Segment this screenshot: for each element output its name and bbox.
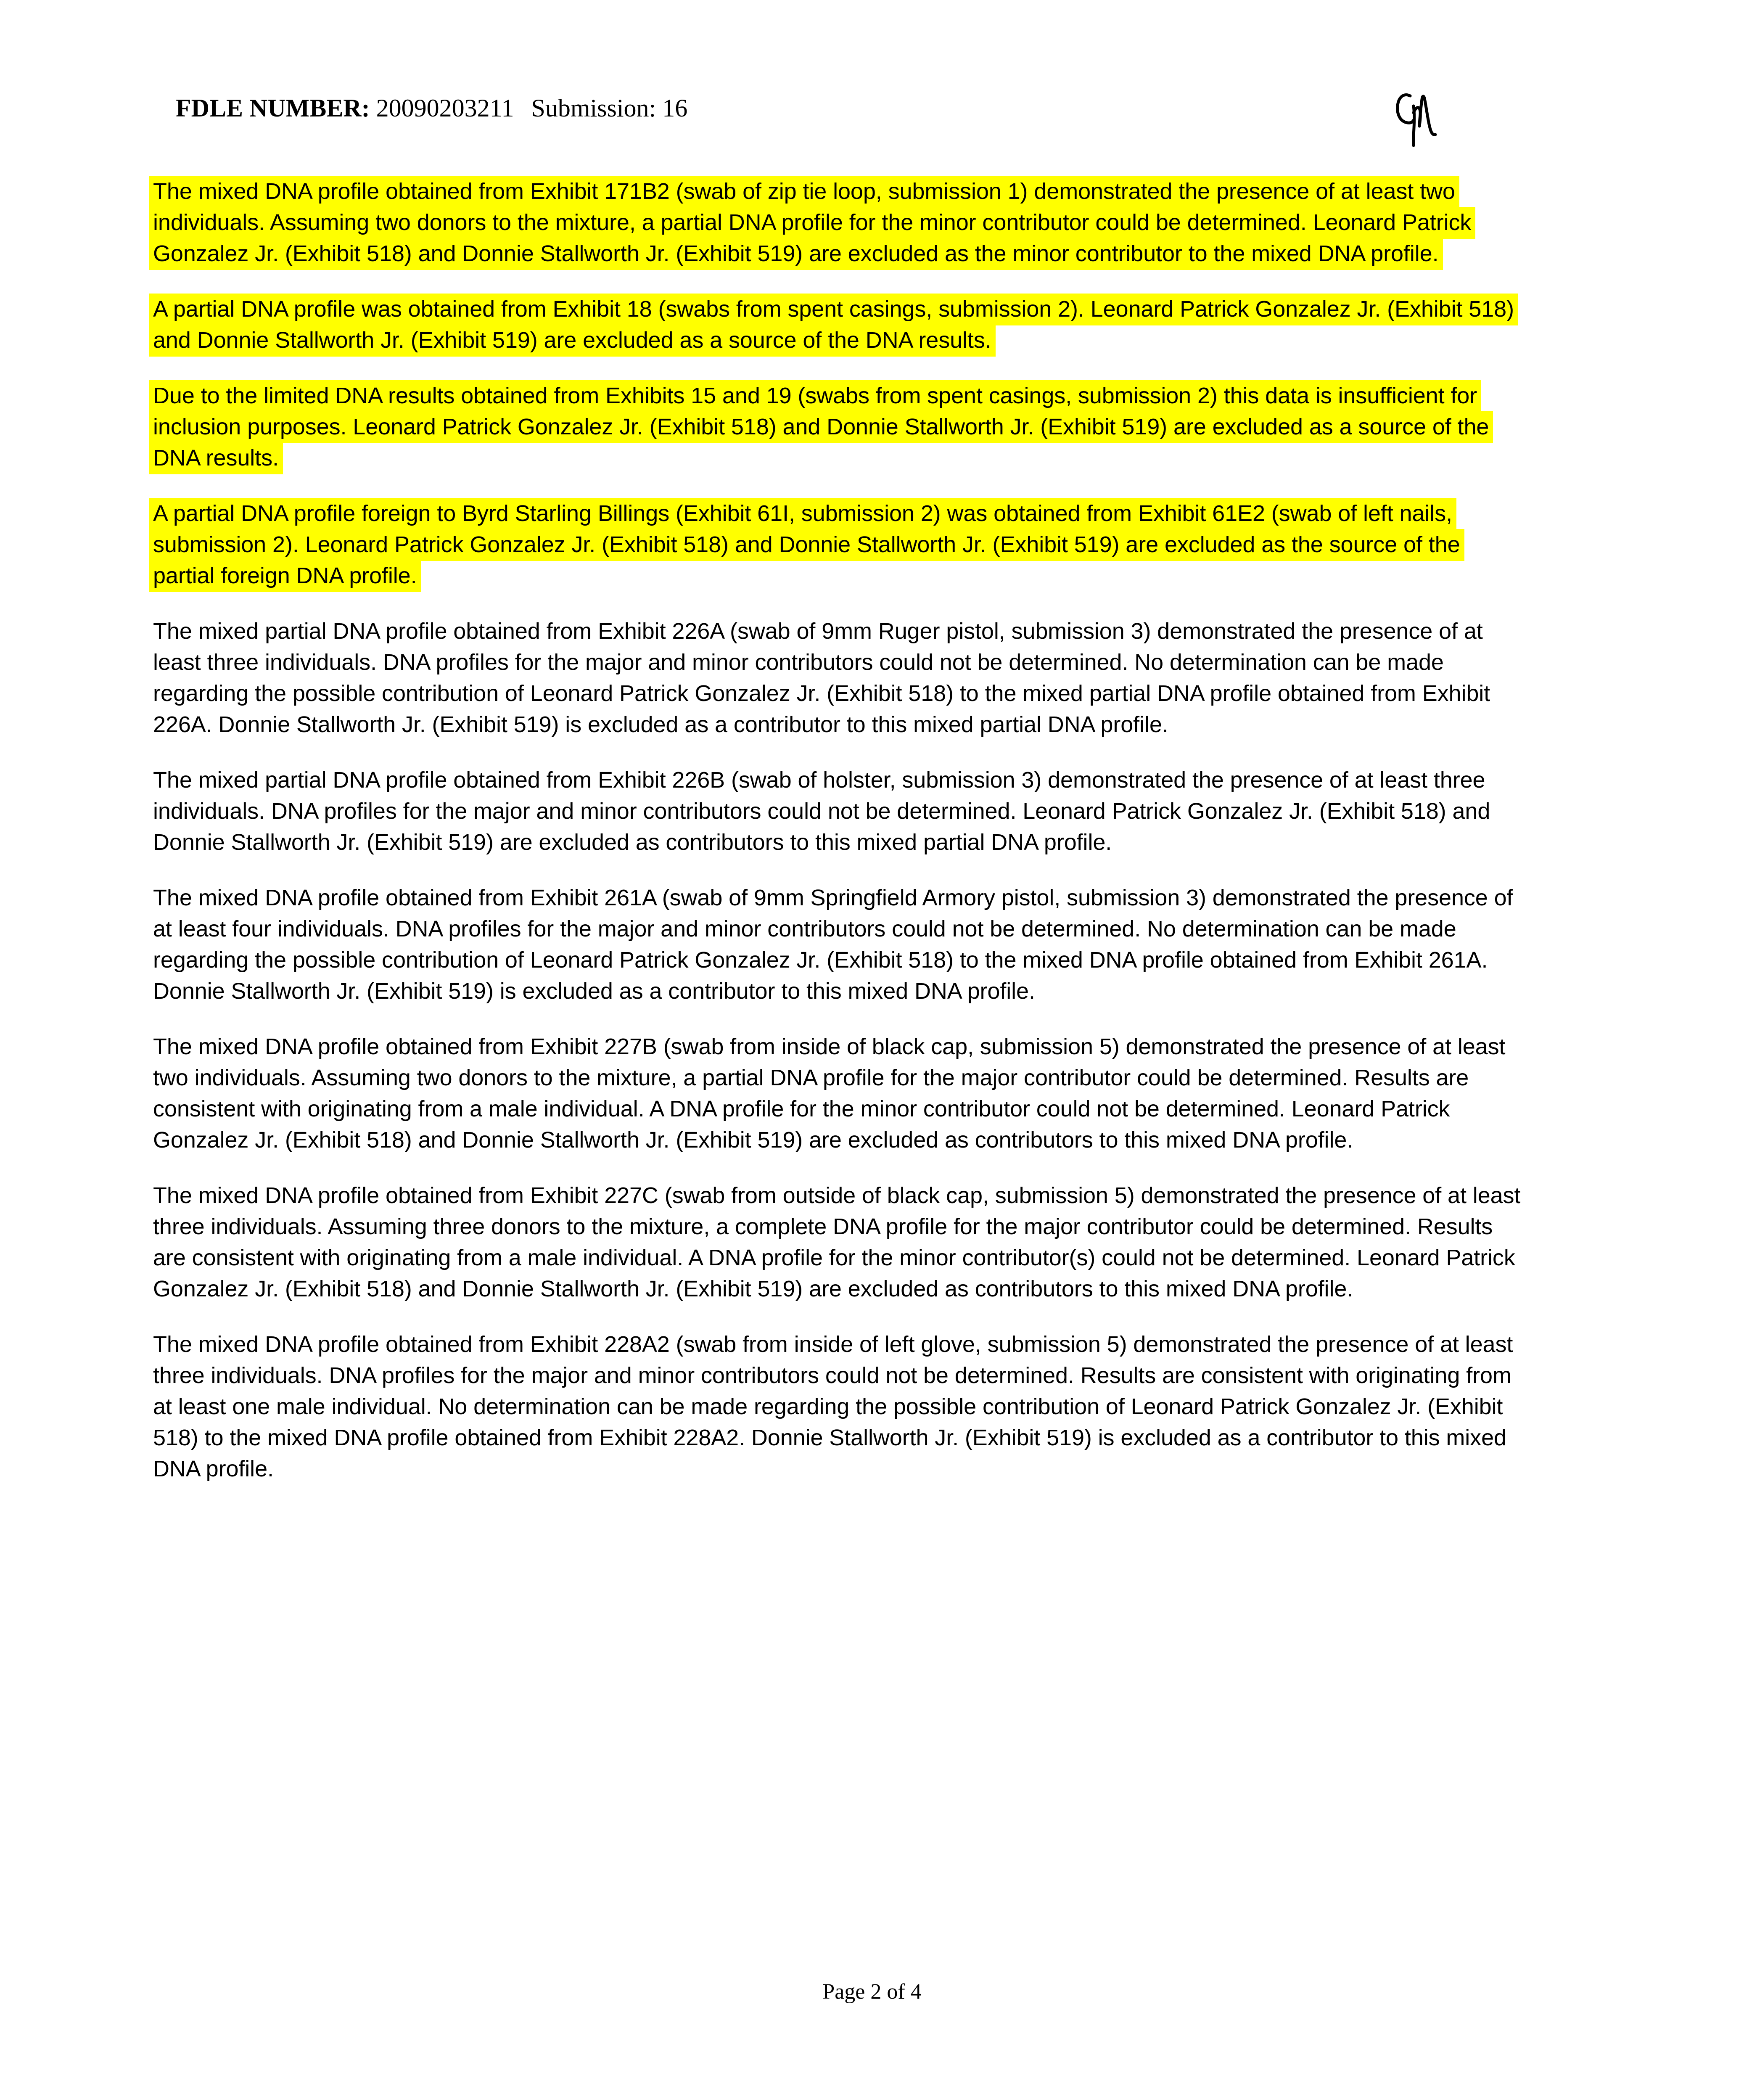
paragraph-18 xyxy=(153,294,1525,356)
paragraph-226A xyxy=(153,616,1525,740)
paragraph-15-19 xyxy=(153,380,1525,473)
fdle-number-label: FDLE NUMBER: xyxy=(176,94,370,122)
paragraph-227B xyxy=(153,1031,1525,1156)
paragraph-text: The mixed partial DNA profile obtained from Exhibit 226B (swab of holster, submission 3) demonstrated the presence of at least three individuals. DNA profiles for the major and minor contributors could not be determined. Leonard Patrick Gonzalez Jr. (Exhibit 518) and Donnie Stallworth Jr. (Exhibit 519) are excluded as contributors to this mixed partial DNA profile. xyxy=(153,767,1490,855)
paragraph-text: Due to the limited DNA results obtained from Exhibits 15 and 19 (swabs from spent casings, submission 2) this data is insufficient for inclusion purposes. Leonard Patrick Gonzalez Jr. (Exhibit 518) and Donnie Stallworth Jr. (Exhibit 519) are excluded as a source of the DNA results. xyxy=(153,380,1489,474)
paragraph-261A xyxy=(153,882,1525,1007)
paragraph-text: The mixed DNA profile obtained from Exhibit 171B2 (swab of zip tie loop, submission 1) demonstrated the presence of at least two individuals. Assuming two donors to the mixture, a partial DNA profile for the minor contributor could be determined. Leonard Patrick Gonzalez Jr. (Exhibit 518) and Donnie Stallworth Jr. (Exhibit 519) are excluded as the minor contributor to the mixed DNA profile. xyxy=(153,176,1471,270)
paragraph-228A2 xyxy=(153,1329,1525,1484)
document-body xyxy=(153,176,1525,1484)
paragraph-text: The mixed DNA profile obtained from Exhibit 227C (swab from outside of black cap, submission 5) demonstrated the presence of at least three individuals. Assuming three donors to the mixture, a complete DNA profile for the major contributor could be determined. Results are consistent with originating from a male individual. A DNA profile for the minor contributor(s) could not be determined. Leonard Patrick Gonzalez Jr. (Exhibit 518) and Donnie Stallworth Jr. (Exhibit 519) are excluded as contributors to this mixed DNA profile. xyxy=(153,1183,1521,1301)
paragraph-227C xyxy=(153,1180,1525,1304)
fdle-number-line xyxy=(176,93,1584,123)
paragraph-text: A partial DNA profile was obtained from Exhibit 18 (swabs from spent casings, submission 2). Leonard Patrick Gonzalez Jr. (Exhibit 518) and Donnie Stallworth Jr. (Exhibit 519) are excluded as a source of the DNA results. xyxy=(153,294,1514,357)
submission-label: Submission: xyxy=(531,94,656,122)
signature-icon xyxy=(1374,76,1475,147)
fdle-number-value: 20090203211 xyxy=(376,94,514,122)
paragraph-61E2 xyxy=(153,498,1525,591)
paragraph-171B2 xyxy=(153,176,1525,269)
paragraph-226B xyxy=(153,764,1525,858)
document-footer xyxy=(0,1979,1744,2005)
submission-value: 16 xyxy=(662,94,688,122)
paragraph-text: The mixed partial DNA profile obtained from Exhibit 226A (swab of 9mm Ruger pistol, submission 3) demonstrated the presence of at least three individuals. DNA profiles for the major and minor contributors could not be determined. No determination can be made regarding the possible contribution of Leonard Patrick Gonzalez Jr. (Exhibit 518) to the mixed partial DNA profile obtained from Exhibit 226A. Donnie Stallworth Jr. (Exhibit 519) is excluded as a contributor to this mixed partial DNA profile. xyxy=(153,619,1490,737)
document-header xyxy=(176,93,1584,131)
paragraph-text: A partial DNA profile foreign to Byrd Starling Billings (Exhibit 61I, submission 2) was obtained from Exhibit 61E2 (swab of left nails, submission 2). Leonard Patrick Gonzalez Jr. (Exhibit 518) and Donnie Stallworth Jr. (Exhibit 519) are excluded as the source of the partial foreign DNA profile. xyxy=(153,498,1460,592)
paragraph-text: The mixed DNA profile obtained from Exhibit 227B (swab from inside of black cap, submission 5) demonstrated the presence of at least two individuals. Assuming two donors to the mixture, a partial DNA profile for the major contributor could be determined. Results are consistent with originating from a male individual. A DNA profile for the minor contributor could not be determined. Leonard Patrick Gonzalez Jr. (Exhibit 518) and Donnie Stallworth Jr. (Exhibit 519) are excluded as contributors to this mixed DNA profile. xyxy=(153,1034,1506,1153)
page-number: Page 2 of 4 xyxy=(822,1980,922,2004)
paragraph-text: The mixed DNA profile obtained from Exhibit 228A2 (swab from inside of left glove, submission 5) demonstrated the presence of at least three individuals. DNA profiles for the major and minor contributors could not be determined. Results are consistent with originating from at least one male individual. No determination can be made regarding the possible contribution of Leonard Patrick Gonzalez Jr. (Exhibit 518) to the mixed DNA profile obtained from Exhibit 228A2. Donnie Stallworth Jr. (Exhibit 519) is excluded as a contributor to this mixed DNA profile. xyxy=(153,1332,1513,1481)
paragraph-text: The mixed DNA profile obtained from Exhibit 261A (swab of 9mm Springfield Armory pistol, submission 3) demonstrated the presence of at least four individuals. DNA profiles for the major and minor contributors could not be determined. No determination can be made regarding the possible contribution of Leonard Patrick Gonzalez Jr. (Exhibit 518) to the mixed DNA profile obtained from Exhibit 261A. Donnie Stallworth Jr. (Exhibit 519) is excluded as a contributor to this mixed DNA profile. xyxy=(153,885,1513,1004)
